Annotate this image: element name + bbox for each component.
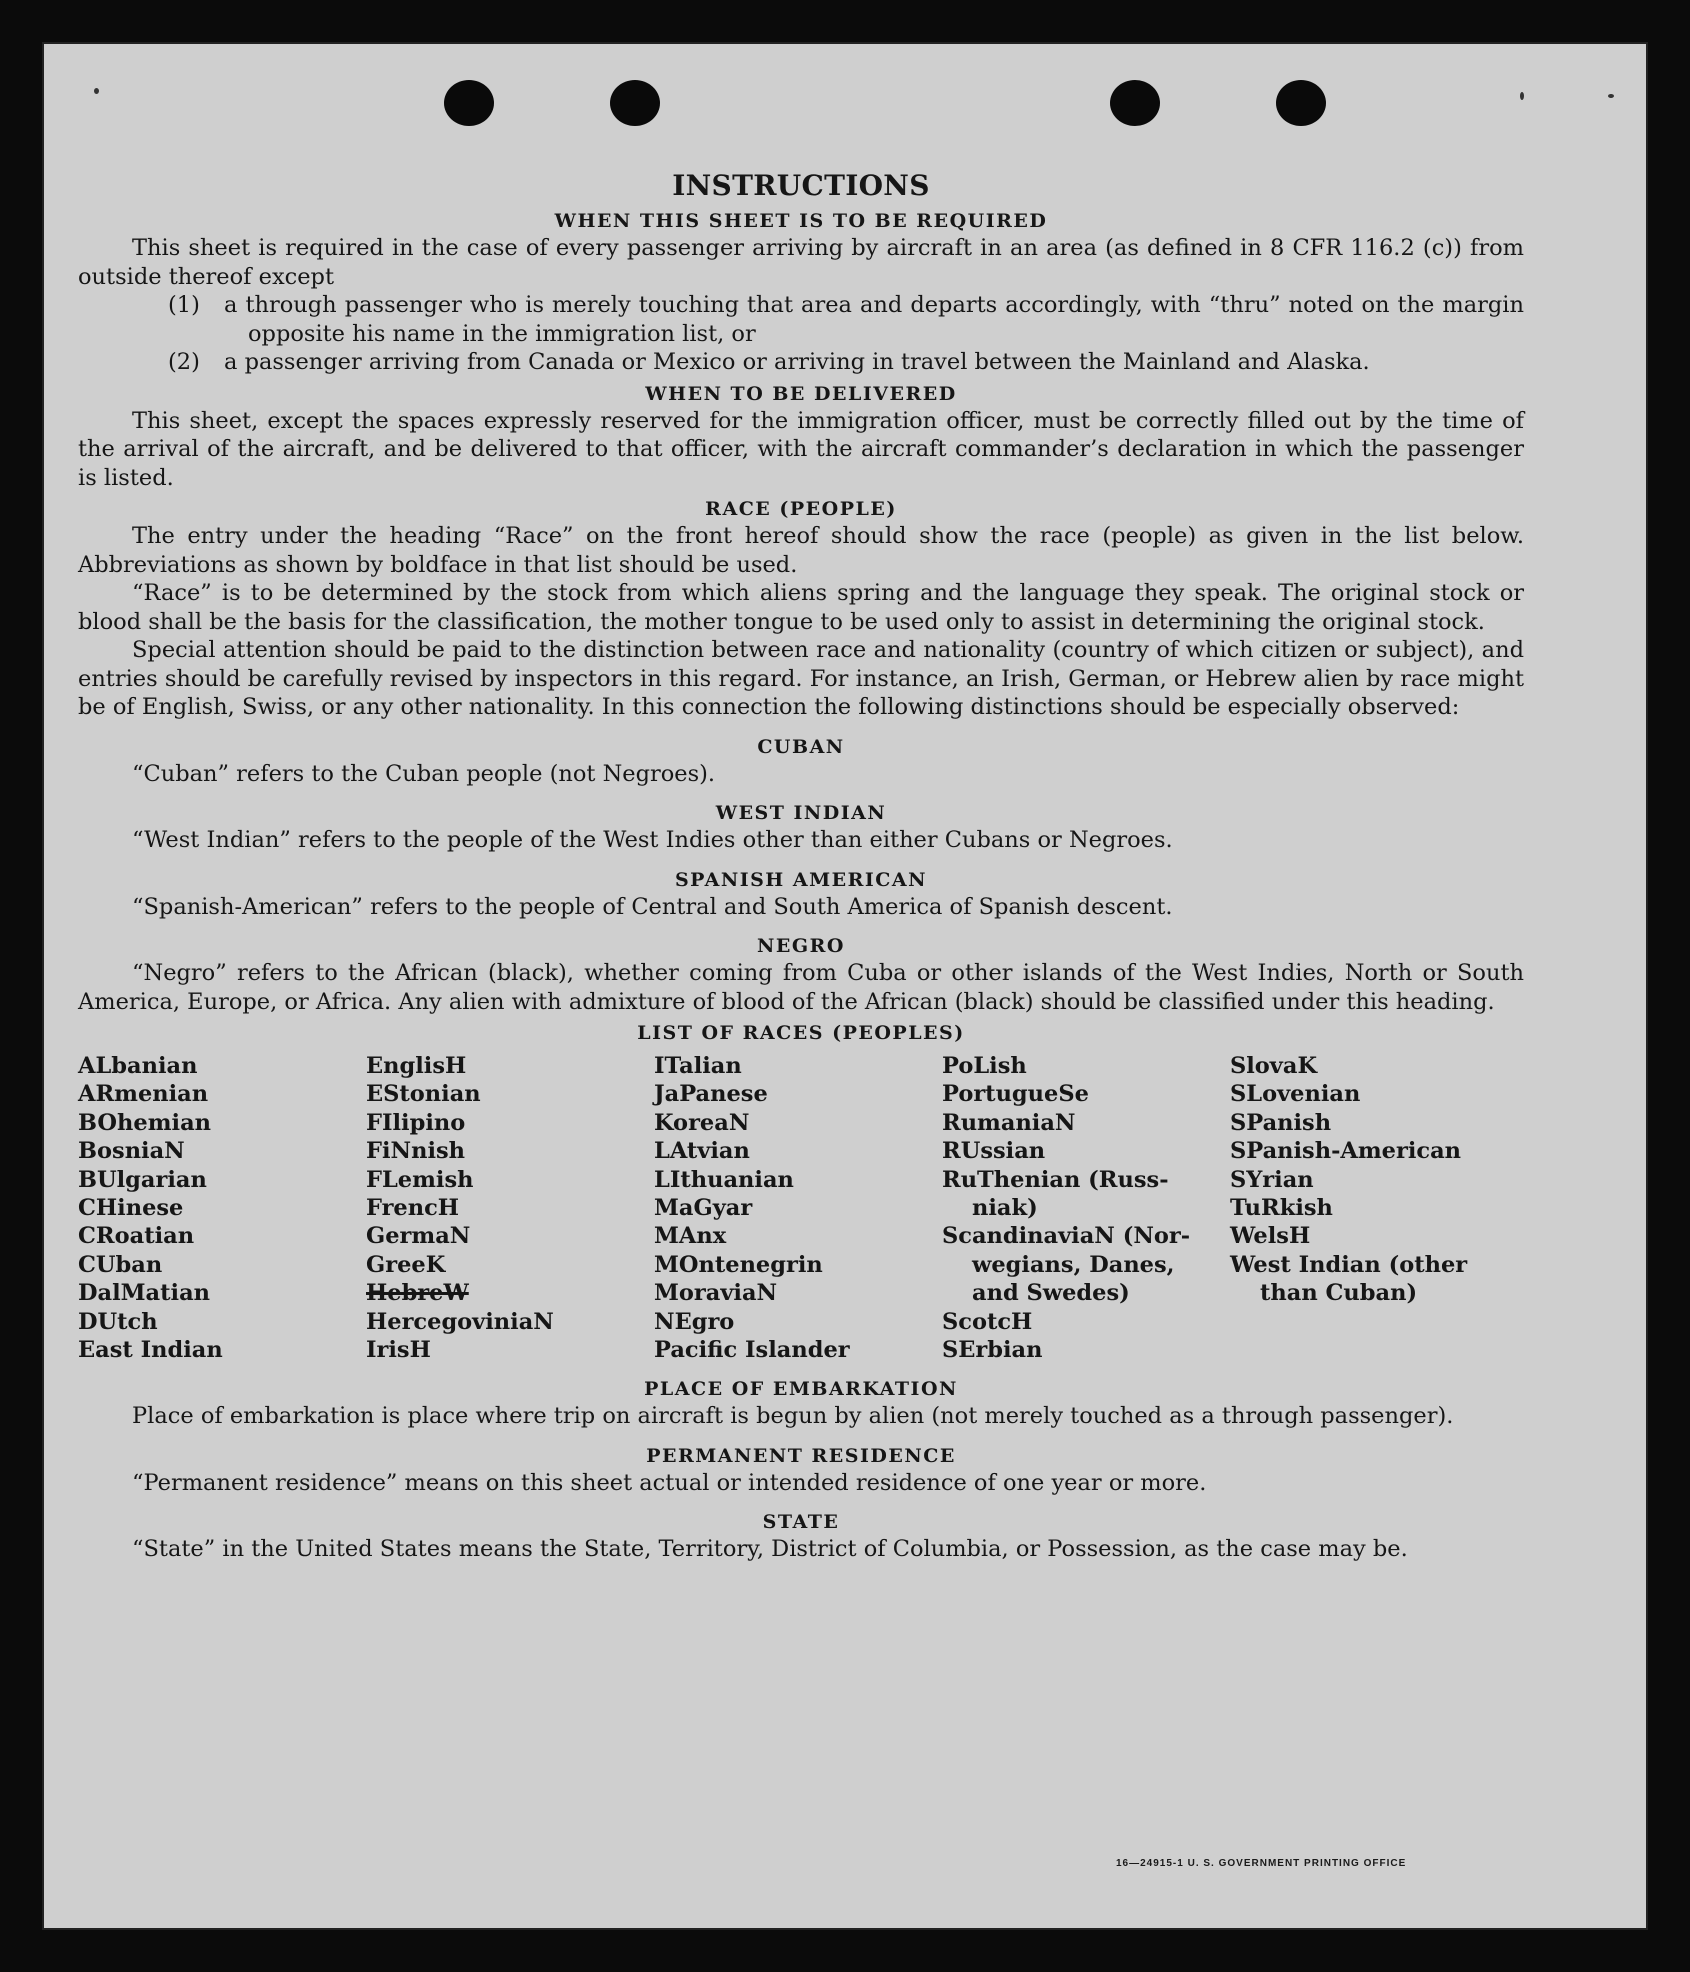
race-entry: BosniaN: [78, 1138, 185, 1165]
race-entry: East Indian: [78, 1337, 223, 1364]
paragraph: “Spanish-American” refers to the people of Central and South America of Spanish descent.: [132, 893, 1173, 920]
paragraph: This sheet, except the spaces expressly reserved for the immigration officer, must be correctly filled out by the time of the arrival of the aircraft, and be delivered to that officer, with the aircraft commander’s declaration in which the passenger is listed.: [78, 407, 1524, 491]
race-entry: PoLish: [942, 1053, 1027, 1079]
race-entry: SYrian: [1230, 1166, 1314, 1193]
race-entry: SErbian: [942, 1337, 1043, 1364]
race-entry: MAnx: [654, 1223, 727, 1250]
race-entry: BOhemian: [78, 1109, 212, 1136]
race-entry: DalMatian: [78, 1280, 211, 1307]
race-entry: MoraviaN: [654, 1280, 778, 1307]
document-page: [42, 42, 1648, 1930]
punch-hole: [610, 80, 660, 126]
race-entry: SPanish-American: [1230, 1138, 1462, 1165]
section-heading: WHEN TO BE DELIVERED: [645, 382, 957, 405]
race-column: [654, 1052, 942, 1364]
race-entry: CHinese: [78, 1195, 184, 1222]
section-heading: CUBAN: [757, 735, 845, 758]
section-heading: PERMANENT RESIDENCE: [646, 1444, 956, 1467]
race-entry: BUlgarian: [78, 1166, 207, 1193]
race-entry: ITalian: [654, 1053, 742, 1079]
section-heading: PLACE OF EMBARKATION: [644, 1378, 958, 1401]
race-entry: WelsH: [1230, 1223, 1311, 1250]
section-heading: WEST INDIAN: [715, 802, 887, 824]
race-entry: CRoatian: [78, 1223, 195, 1250]
race-column: [366, 1052, 654, 1364]
printing-office-code: 16—24915-1 U. S. GOVERNMENT PRINTING OFFICE: [1116, 1858, 1407, 1869]
paragraph: Place of embarkation is place where trip on aircraft is begun by alien (not merely touched as a through passenger).: [132, 1403, 1454, 1430]
race-entry-struck: HebreW: [366, 1280, 469, 1307]
race-entry: HercegoviniaN: [366, 1308, 554, 1335]
race-entry: ARmenian: [78, 1081, 209, 1108]
list-item: [78, 291, 1524, 348]
race-entry: RumaniaN: [942, 1109, 1076, 1136]
list-text: a through passenger who is merely touching that area and departs accordingly, with “thru” noted on the margin opposite his name in the immigration list, or: [224, 292, 1524, 347]
race-entry: ALbanian: [78, 1053, 198, 1079]
race-column: [942, 1052, 1230, 1364]
race-entry-continued: niak): [972, 1195, 1038, 1222]
paragraph: “Race” is to be determined by the stock from which aliens spring and the language they speak. The original stock or blood shall be the basis for the classification, the mother tongue to be used only to assist in determining the original stock.: [78, 580, 1524, 635]
paragraph: “West Indian” refers to the people of the West Indies other than either Cubans or Negroes.: [132, 827, 1173, 853]
race-entry: RuThenian (Russ-: [942, 1166, 1169, 1193]
punch-hole: [444, 80, 494, 126]
race-entry-continued: wegians, Danes,: [972, 1251, 1175, 1278]
page-title: INSTRUCTIONS: [672, 169, 930, 202]
scan-speck: [1520, 92, 1524, 100]
section-heading: LIST OF RACES (PEOPLES): [637, 1022, 965, 1044]
section-heading: NEGRO: [757, 935, 845, 957]
section-heading: RACE (PEOPLE): [705, 498, 897, 520]
paragraph: “Permanent residence” means on this sheet actual or intended residence of one year or more.: [132, 1469, 1207, 1496]
race-entry: RUssian: [942, 1138, 1046, 1165]
race-entry: LAtvian: [654, 1138, 750, 1165]
paragraph: Special attention should be paid to the distinction between race and nationality (country of which citizen or subject), and entries should be carefully revised by inspectors in this regard. For instance, an Irish, German, or Hebrew alien by race might be of English, Swiss, or any other nationality. In this connection the following distinctions should be especially observed:: [78, 637, 1524, 720]
list-text: a passenger arriving from Canada or Mexico or arriving in travel between the Mainland and Alaska.: [224, 349, 1370, 375]
list-number: (1): [168, 292, 200, 318]
list-number: (2): [168, 349, 200, 375]
race-entry: TuRkish: [1230, 1195, 1333, 1222]
race-entry: SlovaK: [1230, 1053, 1318, 1079]
race-entry: SLovenian: [1230, 1081, 1361, 1108]
punch-hole: [1276, 80, 1326, 126]
instructions-body: [78, 168, 1524, 1564]
race-entry: NEgro: [654, 1308, 735, 1335]
race-entry: FIlipino: [366, 1109, 466, 1136]
race-entry: FiNnish: [366, 1138, 466, 1165]
race-entry: LIthuanian: [654, 1166, 794, 1193]
section-heading: WHEN THIS SHEET IS TO BE REQUIRED: [554, 210, 1048, 232]
race-entry: MaGyar: [654, 1195, 753, 1222]
race-column: [1230, 1052, 1518, 1364]
scan-speck: [94, 88, 99, 94]
race-entry: GreeK: [366, 1251, 446, 1278]
race-column: [78, 1052, 366, 1364]
race-entry: KoreaN: [654, 1109, 750, 1136]
race-entry: West Indian (other: [1230, 1251, 1468, 1278]
race-entry: CUban: [78, 1251, 163, 1278]
race-entry: EStonian: [366, 1081, 481, 1108]
race-entry: DUtch: [78, 1308, 158, 1335]
race-entry-continued: and Swedes): [972, 1280, 1130, 1307]
paragraph: “State” in the United States means the State, Territory, District of Columbia, or Possession, as the case may be.: [132, 1536, 1408, 1563]
race-entry: SPanish: [1230, 1109, 1332, 1136]
paragraph: “Cuban” refers to the Cuban people (not Negroes).: [132, 760, 716, 787]
paragraph: The entry under the heading “Race” on the front hereof should show the race (people) as given in the list below. Abbreviations as shown by boldface in that list should be used.: [78, 523, 1524, 578]
race-entry: ScotcH: [942, 1308, 1033, 1335]
race-entry: JaPanese: [654, 1081, 768, 1108]
list-item: [78, 348, 1524, 377]
race-entry: ScandinaviaN (Nor-: [942, 1223, 1191, 1250]
race-entry: MOntenegrin: [654, 1251, 823, 1278]
section-heading: SPANISH AMERICAN: [674, 868, 928, 891]
paragraph: This sheet is required in the case of every passenger arriving by aircraft in an area (as defined in 8 CFR 116.2 (c)) from outside thereof except: [78, 235, 1524, 290]
race-list: [78, 1052, 1524, 1364]
race-entry: EnglisH: [366, 1053, 467, 1079]
scan-speck: [1608, 94, 1614, 98]
punch-hole: [1110, 80, 1160, 126]
race-entry: FLemish: [366, 1166, 474, 1193]
race-entry: PortugueSe: [942, 1081, 1089, 1108]
race-entry-continued: than Cuban): [1260, 1280, 1418, 1307]
race-entry: FrencH: [366, 1195, 460, 1222]
section-heading: STATE: [762, 1511, 840, 1534]
race-entry: GermaN: [366, 1223, 471, 1250]
race-entry: IrisH: [366, 1337, 431, 1364]
race-entry: Pacific Islander: [654, 1337, 850, 1364]
paragraph: “Negro” refers to the African (black), whether coming from Cuba or other islands of the West Indies, North or South America, Europe, or Africa. Any alien with admixture of blood of the African (black) should be classified under this heading.: [78, 960, 1524, 1015]
